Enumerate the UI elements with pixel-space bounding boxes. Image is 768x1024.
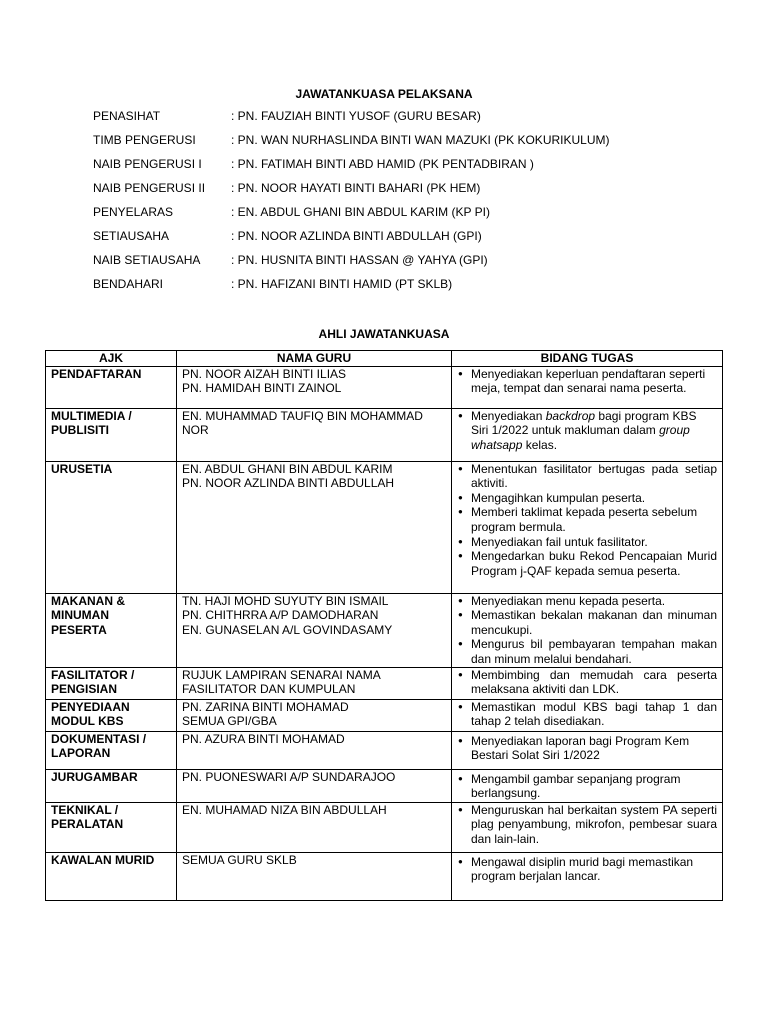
teacher-name: EN. MUHAMAD NIZA BIN ABDULLAH [182,802,387,817]
ajk-label: PERALATAN [51,817,124,832]
task-text: bagi program KBS Siri 1/2022 untuk makluman dalam [471,408,697,438]
teacher-name: PN. NOOR AZLINDA BINTI ABDULLAH [182,476,395,491]
task-item: ● Memastikan modul KBS bagi tahap 1 dan tahap 2 telah disediakan. [457,700,717,729]
officer-row [93,181,713,205]
bidang-tugas-cell [452,731,723,769]
committee-title: AHLI JAWATANKUASA [318,327,450,341]
table-row [46,731,723,769]
task-list [457,594,717,667]
ajk-cell [46,366,177,408]
bidang-tugas-cell [452,852,723,900]
ajk-label: PENDAFTARAN [51,366,142,381]
header-ajk: AJK [46,351,177,367]
ajk-label: URUSETIA [51,461,113,476]
officer-name: : PN. NOOR AZLINDA BINTI ABDULLAH (GPI) [231,229,482,243]
document-title: JAWATANKUASA PELAKSANA [295,87,473,101]
teacher-name: SEMUA GPI/GBA [182,714,277,729]
task-item: ● Menguruskan hal berkaitan system PA seperti plag penyambung, mikrofon, pembesar suara dan lain-lain. [457,803,717,847]
task-item: ● Menyediakan fail untuk fasilitator. [457,535,717,550]
ajk-cell [46,731,177,769]
ajk-cell [46,699,177,731]
ajk-label: MULTIMEDIA / [51,408,132,423]
ajk-label: LAPORAN [51,746,111,761]
task-item [457,409,717,453]
task-list [457,367,717,396]
ajk-cell [46,408,177,461]
teacher-name: PN. PUONESWARI A/P SUNDARAJOO [182,769,396,784]
ajk-cell [46,852,177,900]
officer-role: BENDAHARI [93,277,164,291]
task-item: ● Menyediakan keperluan pendaftaran seperti meja, tempat dan senarai nama peserta. [457,367,717,396]
officer-row [93,277,713,301]
teacher-name: PN. CHITHRRA A/P DAMODHARAN [182,608,379,623]
task-item: ● Mengurus bil pembayaran tempahan makan dan minum melalui bendahari. [457,637,717,666]
ajk-label: PENYEDIAAN [51,699,130,714]
committee-table [45,350,723,901]
ajk-label: KAWALAN MURID [51,852,155,867]
officer-role: TIMB PENGERUSI [93,133,196,147]
table-row [46,366,723,408]
task-list [457,853,717,884]
teacher-name: PN. NOOR AIZAH BINTI ILIAS [182,366,347,381]
task-item: ● Membimbing dan memudah cara peserta melaksana aktiviti dan LDK. [457,668,717,697]
teacher-name: EN. MUHAMMAD TAUFIQ BIN MOHAMMAD [182,408,423,423]
bidang-tugas-cell [452,408,723,461]
nama-guru-cell [177,408,452,461]
task-list [457,803,717,847]
task-text-italic: group whatsapp [471,423,690,452]
bidang-tugas-cell [452,366,723,408]
nama-guru-cell [177,769,452,802]
table-row [46,667,723,699]
task-list [457,700,717,729]
officer-name: : PN. FATIMAH BINTI ABD HAMID (PK PENTADBIRAN ) [231,157,534,171]
ajk-cell [46,667,177,699]
task-text: Menyediakan [471,408,546,423]
officer-row [93,133,713,157]
teacher-name: SEMUA GURU SKLB [182,852,297,867]
nama-guru-cell [177,699,452,731]
header-nama-guru: NAMA GURU [177,351,452,367]
bidang-tugas-cell [452,667,723,699]
task-item: ● Memastikan bekalan makanan dan minuman mencukupi. [457,608,717,637]
bidang-tugas-cell [452,802,723,852]
nama-guru-cell [177,802,452,852]
teacher-name: FASILITATOR DAN KUMPULAN [182,682,356,697]
bidang-tugas-cell [452,593,723,667]
nama-guru-cell [177,667,452,699]
officer-role: SETIAUSAHA [93,229,170,243]
teacher-name: PN. AZURA BINTI MOHAMAD [182,731,345,746]
table-row [46,852,723,900]
officer-name: : PN. HUSNITA BINTI HASSAN @ YAHYA (GPI) [231,253,488,267]
task-list [457,770,717,801]
table-row [46,802,723,852]
officer-row [93,109,713,133]
ajk-label: PENGISIAN [51,682,118,697]
task-list [457,462,717,579]
officer-name: : PN. NOOR HAYATI BINTI BAHARI (PK HEM) [231,181,481,195]
table-header-row [46,351,723,367]
bidang-tugas-cell [452,699,723,731]
officer-name: : PN. WAN NURHASLINDA BINTI WAN MAZUKI (PK KOKURIKULUM) [231,133,610,147]
officer-role: NAIB PENGERUSI I [93,157,202,171]
table-row [46,699,723,731]
ajk-label: TEKNIKAL / [51,802,119,817]
table-row [46,769,723,802]
task-text: kelas. [522,437,558,452]
task-list [457,668,717,697]
nama-guru-cell [177,593,452,667]
nama-guru-cell [177,366,452,408]
officer-name: : EN. ABDUL GHANI BIN ABDUL KARIM (KP PI) [231,205,490,219]
teacher-name: TN. HAJI MOHD SUYUTY BIN ISMAIL [182,593,389,608]
table-row [46,461,723,593]
table-row [46,408,723,461]
teacher-name: EN. ABDUL GHANI BIN ABDUL KARIM [182,461,393,476]
officer-list [93,109,713,301]
officer-row [93,157,713,181]
task-item: ● Menyediakan menu kepada peserta. [457,594,717,609]
task-item: ● Mengambil gambar sepanjang program berlangsung. [457,772,717,801]
nama-guru-cell [177,461,452,593]
task-list [457,409,717,453]
task-list [457,732,717,763]
bidang-tugas-cell [452,461,723,593]
teacher-name: RUJUK LAMPIRAN SENARAI NAMA [182,667,381,682]
ajk-label: DOKUMENTASI / [51,731,147,746]
ajk-label: JURUGAMBAR [51,769,138,784]
teacher-name: PN. HAMIDAH BINTI ZAINOL [182,381,342,396]
header-bidang-tugas: BIDANG TUGAS [452,351,723,367]
officer-role: PENASIHAT [93,109,161,123]
ajk-label: PUBLISITI [51,423,110,438]
ajk-cell [46,802,177,852]
officer-name: : PN. FAUZIAH BINTI YUSOF (GURU BESAR) [231,109,481,123]
ajk-label: FASILITATOR / [51,667,135,682]
task-text-italic: backdrop [545,408,596,423]
ajk-label: PESERTA [51,622,107,637]
task-item: ● Mengawal disiplin murid bagi memastikan program berjalan lancar. [457,855,717,884]
ajk-cell [46,593,177,667]
bidang-tugas-cell [452,769,723,802]
teacher-name: NOR [182,423,209,438]
task-item: ● Mengagihkan kumpulan peserta. [457,491,717,506]
officer-row [93,253,713,277]
ajk-label: MAKANAN & [51,593,125,608]
officer-row [93,205,713,229]
ajk-label: MODUL KBS [51,714,124,729]
officer-role: NAIB PENGERUSI II [93,181,206,195]
task-item: ● Menentukan fasilitator bertugas pada setiap aktiviti. [457,462,717,491]
task-item: ● Mengedarkan buku Rekod Pencapaian Murid Program j-QAF kepada semua peserta. [457,549,717,578]
ajk-cell [46,461,177,593]
officer-name: : PN. HAFIZANI BINTI HAMID (PT SKLB) [231,277,453,291]
officer-role: NAIB SETIAUSAHA [93,253,201,267]
nama-guru-cell [177,852,452,900]
ajk-cell [46,769,177,802]
officer-row [93,229,713,253]
officer-role: PENYELARAS [93,205,174,219]
nama-guru-cell [177,731,452,769]
task-item: ● Memberi taklimat kepada peserta sebelum program bermula. [457,505,717,534]
teacher-name: EN. GUNASELAN A/L GOVINDASAMY [182,622,393,637]
teacher-name: PN. ZARINA BINTI MOHAMAD [182,699,349,714]
task-item: ● Menyediakan laporan bagi Program Kem Bestari Solat Siri 1/2022 [457,734,717,763]
table-row [46,593,723,667]
ajk-label: MINUMAN [51,608,109,623]
